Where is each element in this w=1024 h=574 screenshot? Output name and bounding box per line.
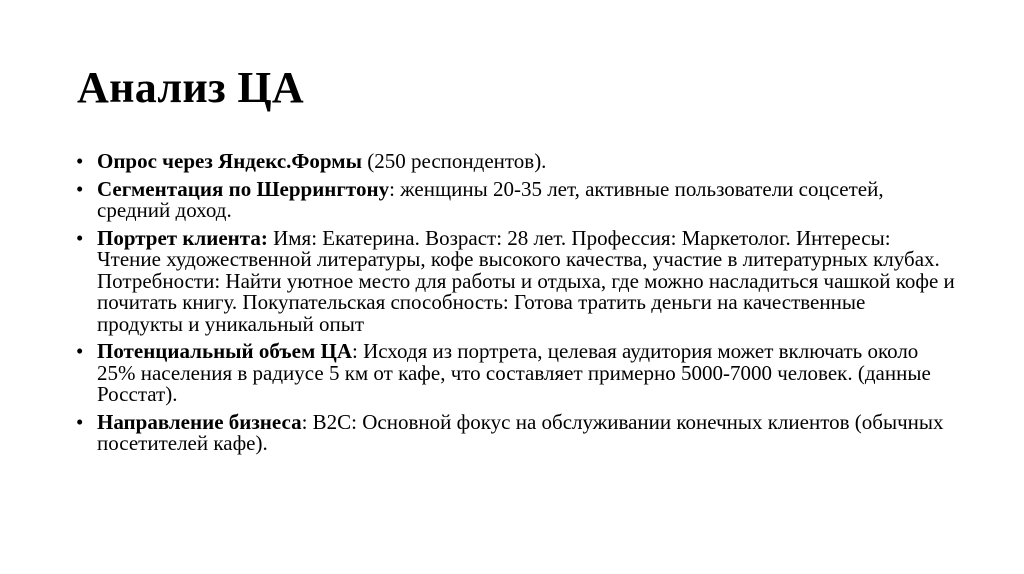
bullet-text: Имя: Екатерина. Возраст: 28 лет. Профессия: Маркетолог. Интересы: Чтение художественной литературы, кофе высокого качества, участие в литературных клубах. Потребности: Найти уютное место для работы и отдыха, где можно насладиться чашкой кофе и почитать книгу. Покупательская способность: Готова тратить деньги на качественные продукты и уникальный опыт xyxy=(97,225,955,336)
bullet-icon: • xyxy=(76,176,84,201)
bullet-icon: • xyxy=(76,409,84,434)
bullet-item-survey xyxy=(76,151,956,173)
bullet-lead: Направление бизнеса xyxy=(97,409,302,434)
bullet-text: : B2C: Основной фокус на обслуживании конечных клиентов (обычных посетителей кафе). xyxy=(97,409,944,455)
bullet-list xyxy=(76,151,956,461)
bullet-item-segmentation xyxy=(76,176,956,222)
bullet-icon: • xyxy=(76,339,84,363)
bullet-text: (250 респондентов). xyxy=(362,149,547,173)
bullet-lead: Потенциальный объем ЦА xyxy=(97,339,353,363)
slide-title: Анализ ЦА xyxy=(77,63,304,112)
bullet-item-direction xyxy=(76,409,956,455)
bullet-icon: • xyxy=(76,149,84,173)
bullet-lead: Опрос через Яндекс.Формы xyxy=(97,149,362,173)
bullet-icon: • xyxy=(76,225,84,250)
bullet-text: : Исходя из портрета, целевая аудитория может включать около 25% населения в радиусе 5 км от кафе, что составляет примерно 5000-7000 человек. (данные Росстат). xyxy=(97,339,931,406)
bullet-lead: Сегментация по Шеррингтону xyxy=(97,176,390,201)
bullet-lead: Портрет клиента: xyxy=(97,225,268,250)
bullet-item-portrait xyxy=(76,225,956,336)
bullet-text: : женщины 20-35 лет, активные пользователи соцсетей, средний доход. xyxy=(97,176,884,222)
bullet-item-volume xyxy=(76,341,956,406)
